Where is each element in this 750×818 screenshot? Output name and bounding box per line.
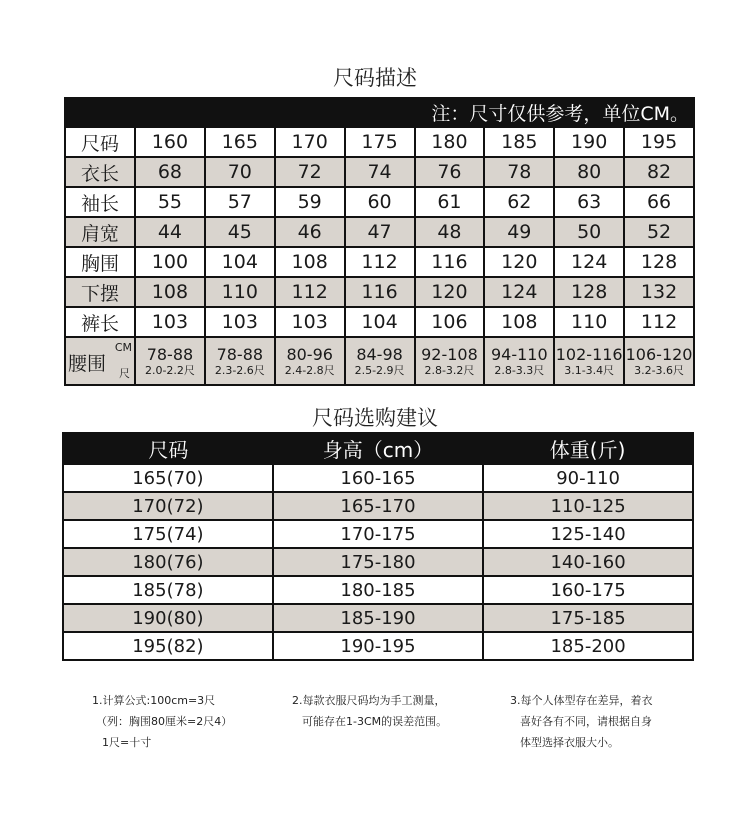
table-cell: 195(82) [63, 632, 273, 660]
note-measurement [292, 690, 447, 732]
table-cell: 103 [275, 307, 345, 337]
table-header-row [63, 433, 693, 464]
table-cell: 175(74) [63, 520, 273, 548]
table-row [65, 277, 694, 307]
table-cell: 110 [205, 277, 275, 307]
table-cell: 104 [205, 247, 275, 277]
row-label: 尺码 [65, 127, 135, 157]
table-cell: 70 [205, 157, 275, 187]
row-label: 肩宽 [65, 217, 135, 247]
note-line: 体型选择衣服大小。 [520, 736, 619, 749]
table-cell: 52 [624, 217, 694, 247]
table-cell: 48 [415, 217, 485, 247]
table-cell: 175-185 [483, 604, 693, 632]
waist-row-label [65, 337, 135, 385]
table-cell: 125-140 [483, 520, 693, 548]
waist-cm: 92-108 [421, 344, 478, 364]
row-label: 袖长 [65, 187, 135, 217]
table-row [65, 307, 694, 337]
table-cell: 190 [554, 127, 624, 157]
table-cell: 45 [205, 217, 275, 247]
table-cell: 103 [135, 307, 205, 337]
unit-note: 注：尺寸仅供参考，单位CM。 [65, 98, 694, 127]
note-formula [92, 690, 232, 753]
table-cell: 72 [275, 157, 345, 187]
table-cell: 124 [554, 247, 624, 277]
waist-cell [415, 337, 485, 385]
table-cell: 165(70) [63, 464, 273, 492]
note-line: 1.计算公式:100cm=3尺 [92, 694, 216, 707]
table-row [63, 632, 693, 660]
size-description-table [64, 97, 695, 386]
table-cell: 76 [415, 157, 485, 187]
waist-chi: 2.4-2.8尺 [284, 363, 335, 377]
table-cell: 116 [345, 277, 415, 307]
table-cell: 112 [345, 247, 415, 277]
waist-chi: 2.0-2.2尺 [144, 363, 195, 377]
table-cell: 103 [205, 307, 275, 337]
table-cell: 140-160 [483, 548, 693, 576]
table-cell: 120 [415, 277, 485, 307]
table-cell: 108 [275, 247, 345, 277]
table-cell: 108 [484, 307, 554, 337]
table-cell: 108 [135, 277, 205, 307]
size-description-title: 尺码描述 [333, 66, 417, 90]
table-cell: 116 [415, 247, 485, 277]
table-cell: 185-200 [483, 632, 693, 660]
waist-chi: 3.2-3.6尺 [634, 363, 685, 377]
table-cell: 165 [205, 127, 275, 157]
waist-cell [554, 337, 624, 385]
table-cell: 120 [484, 247, 554, 277]
note-line: 2.每款衣服尺码均为手工测量， [292, 694, 446, 707]
table-cell: 61 [415, 187, 485, 217]
note-line: （列：胸围80厘米=2尺4） [96, 715, 233, 728]
table-cell: 106 [415, 307, 485, 337]
table-cell: 82 [624, 157, 694, 187]
waist-cm: 78-88 [216, 344, 264, 364]
note-line: 可能存在1-3CM的误差范围。 [302, 715, 448, 728]
row-label: 裤长 [65, 307, 135, 337]
table-cell: 160-165 [273, 464, 483, 492]
table-cell: 160 [135, 127, 205, 157]
waist-cell [484, 337, 554, 385]
table-row [63, 520, 693, 548]
table-cell: 180 [415, 127, 485, 157]
table-cell: 104 [345, 307, 415, 337]
waist-chi: 2.8-3.2尺 [424, 363, 475, 377]
waist-row [65, 337, 694, 385]
table-cell: 66 [624, 187, 694, 217]
table-cell: 68 [135, 157, 205, 187]
table-cell: 112 [624, 307, 694, 337]
waist-cm: 102-116 [555, 344, 623, 364]
row-label: 下摆 [65, 277, 135, 307]
note-line: 喜好各有不同，请根据自身 [520, 715, 652, 728]
table-row [63, 576, 693, 604]
table-row [63, 604, 693, 632]
table-cell: 50 [554, 217, 624, 247]
table-cell: 49 [484, 217, 554, 247]
waist-cm: 78-88 [146, 344, 194, 364]
table-cell: 90-110 [483, 464, 693, 492]
table-cell: 128 [554, 277, 624, 307]
table-cell: 170-175 [273, 520, 483, 548]
table-cell: 60 [345, 187, 415, 217]
waist-chi: 2.3-2.6尺 [214, 363, 265, 377]
waist-chi: 2.8-3.3尺 [494, 363, 545, 377]
table-cell: 128 [624, 247, 694, 277]
waist-label: 腰围 [68, 353, 107, 375]
table-cell: 59 [275, 187, 345, 217]
waist-cell [345, 337, 415, 385]
table-cell: 170 [275, 127, 345, 157]
table-row [65, 247, 694, 277]
waist-cm: 94-110 [490, 344, 548, 364]
table-row [65, 187, 694, 217]
unit-chi-label: 尺 [119, 367, 130, 380]
table-cell: 175-180 [273, 548, 483, 576]
table-cell: 180-185 [273, 576, 483, 604]
table-cell: 62 [484, 187, 554, 217]
table-cell: 78 [484, 157, 554, 187]
table-cell: 165-170 [273, 492, 483, 520]
row-label: 胸围 [65, 247, 135, 277]
waist-cm: 106-120 [625, 344, 693, 364]
size-recommendation-title: 尺码选购建议 [312, 406, 438, 430]
table-cell: 112 [275, 277, 345, 307]
table-cell: 110-125 [483, 492, 693, 520]
table-cell: 110 [554, 307, 624, 337]
table-cell: 100 [135, 247, 205, 277]
table-row [65, 157, 694, 187]
waist-cm: 84-98 [356, 344, 403, 364]
table-cell: 46 [275, 217, 345, 247]
table-row [63, 464, 693, 492]
table-cell: 190(80) [63, 604, 273, 632]
table-cell: 160-175 [483, 576, 693, 604]
table-row [63, 492, 693, 520]
note-body-type [510, 690, 653, 753]
table-cell: 195 [624, 127, 694, 157]
table-cell: 63 [554, 187, 624, 217]
table-cell: 80 [554, 157, 624, 187]
waist-chi: 3.1-3.4尺 [564, 363, 615, 377]
table-cell: 175 [345, 127, 415, 157]
unit-note-row [65, 98, 694, 127]
table-row [65, 127, 694, 157]
table-cell: 47 [345, 217, 415, 247]
table-cell: 185 [484, 127, 554, 157]
table-cell: 74 [345, 157, 415, 187]
table-cell: 170(72) [63, 492, 273, 520]
waist-cell [135, 337, 205, 385]
waist-cell [624, 337, 694, 385]
waist-chi: 2.5-2.9尺 [354, 363, 405, 377]
table-cell: 190-195 [273, 632, 483, 660]
header-size: 尺码 [63, 433, 273, 464]
waist-cell [205, 337, 275, 385]
table-cell: 185-190 [273, 604, 483, 632]
header-height: 身高（cm） [273, 433, 483, 464]
table-cell: 124 [484, 277, 554, 307]
unit-cm-label: CM [114, 341, 132, 354]
size-recommendation-table [62, 432, 694, 661]
waist-cell [275, 337, 345, 385]
note-line: 3.每个人体型存在差异，着衣 [510, 694, 653, 707]
table-cell: 44 [135, 217, 205, 247]
table-cell: 57 [205, 187, 275, 217]
table-cell: 132 [624, 277, 694, 307]
table-cell: 55 [135, 187, 205, 217]
table-row [65, 217, 694, 247]
header-weight: 体重(斤) [483, 433, 693, 464]
row-label: 衣长 [65, 157, 135, 187]
table-cell: 185(78) [63, 576, 273, 604]
table-cell: 180(76) [63, 548, 273, 576]
note-line: 1尺=十寸 [102, 736, 152, 749]
table-row [63, 548, 693, 576]
waist-cm: 80-96 [286, 344, 333, 364]
